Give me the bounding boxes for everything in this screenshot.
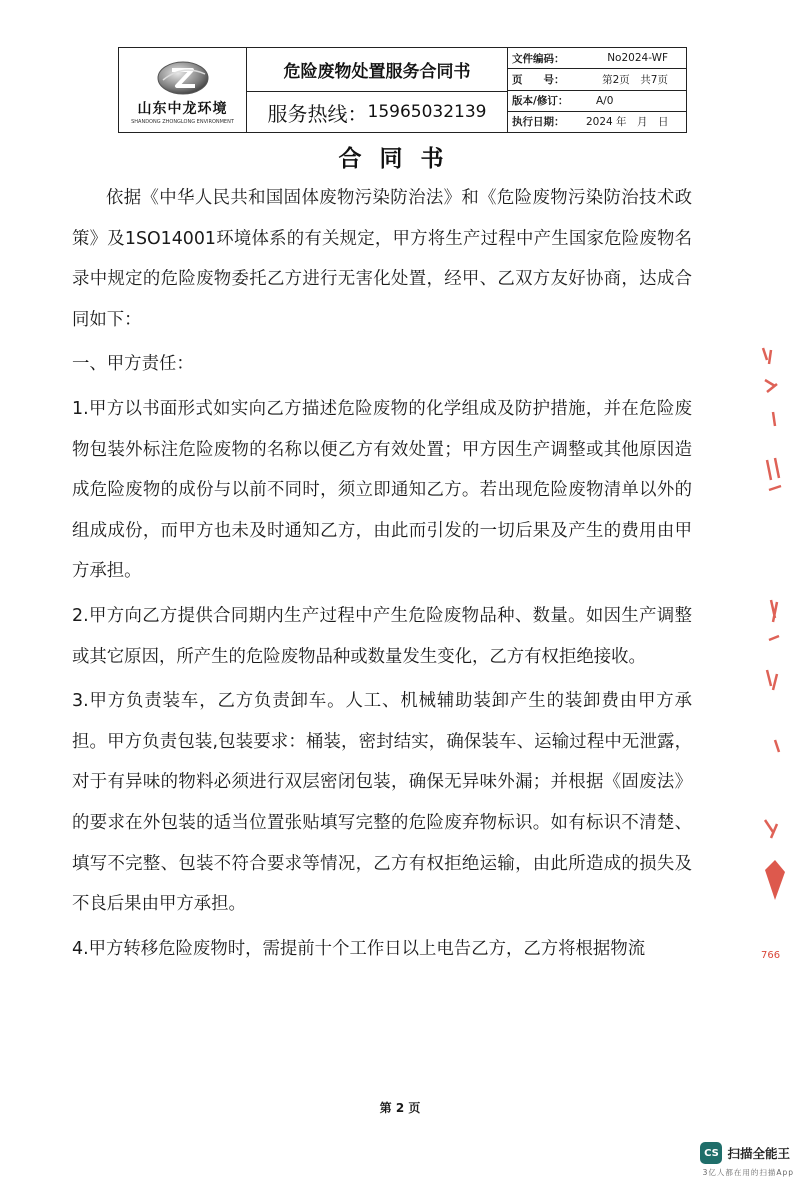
page-title: 合同书	[338, 146, 462, 172]
document-meta	[508, 48, 686, 132]
partial-seal-stamp-icon	[745, 340, 790, 980]
hotline-number: 15965032139	[367, 102, 487, 122]
scanner-watermark	[700, 1142, 790, 1164]
clause-4: 4.甲方转移危险废物时，需提前十个工作日以上电告乙方，乙方将根据物流	[72, 938, 646, 959]
svg-text:766: 766	[761, 950, 781, 961]
section-heading: 一、甲方责任：	[72, 354, 194, 375]
document-header	[118, 47, 687, 133]
meta-value: A/0	[596, 94, 614, 107]
hotline-label: 服务热线：	[267, 101, 368, 126]
meta-version	[508, 91, 686, 112]
meta-label: 版本/修订：	[512, 95, 569, 108]
clause-3: 3.甲方负责装车，乙方负责卸车。人工、机械辅助装卸产生的装卸费由甲方承担。甲方负责包装,包装要求：桶装，密封结实，确保装车、运输过程中无泄露，对于有异味的物料必须进行双层密闭包装，确保无异味外漏；并根据《固废法》的要求在外包装的适当位置张贴填写完整的危险废弃物标识。如有标识不清楚、填写不完整、包装不符合要求等情况，乙方有权拒绝运输，由此所造成的损失及不良后果由甲方承担。	[72, 691, 692, 915]
scanner-title: 扫描全能王	[727, 1146, 790, 1161]
meta-value: 2024 年 月 日	[586, 116, 669, 129]
intro-paragraph: 依据《中华人民共和国固体废物污染防治法》和《危险废物污染防治技术政策》及1SO14001环境体系的有关规定，甲方将生产过程中产生国家危险废物名录中规定的危险废物委托乙方进行无害化处置，经甲、乙双方友好协商，达成合同如下：	[72, 188, 692, 330]
logo-subtext: SHANDONG ZHONGLONG ENVIRONMENT	[131, 118, 234, 125]
meta-value: No2024-WF	[607, 52, 668, 65]
meta-label: 执行日期：	[512, 116, 565, 129]
meta-effective-date	[508, 112, 686, 132]
meta-file-code	[508, 48, 686, 69]
service-hotline	[247, 92, 507, 132]
logo-company-name: 山东中龙环境	[137, 100, 228, 117]
document-name: 危险废物处置服务合同书	[247, 48, 507, 92]
clause-1: 1.甲方以书面形式如实向乙方描述危险废物的化学组成及防护措施，并在危险废物包装外标注危险废物的名称以便乙方有效处置；甲方因生产调整或其他原因造成危险废物的成份与以前不同时，须立即通知乙方。若出现危险废物清单以外的组成成份，而甲方也未及时通知乙方，由此而引发的一切后果及产生的费用由甲方承担。	[72, 398, 692, 582]
footer-page-number: 第 2 页	[379, 1101, 421, 1115]
contract-body	[72, 178, 692, 969]
camscanner-icon: CS	[700, 1142, 722, 1164]
meta-value: 第2页 共7页	[602, 73, 668, 86]
company-logo	[119, 48, 247, 132]
meta-label: 文件编码：	[512, 52, 565, 65]
meta-page-number	[508, 69, 686, 90]
logo-emblem-icon	[155, 56, 211, 96]
meta-label: 页 号：	[512, 73, 565, 86]
header-title-cell	[247, 48, 508, 132]
scanner-subtitle: 3亿人都在用的扫描App	[702, 1168, 794, 1177]
clause-2: 2.甲方向乙方提供合同期内生产过程中产生危险废物品种、数量。如因生产调整或其它原因，所产生的危险废物品种或数量发生变化，乙方有权拒绝接收。	[72, 605, 692, 667]
